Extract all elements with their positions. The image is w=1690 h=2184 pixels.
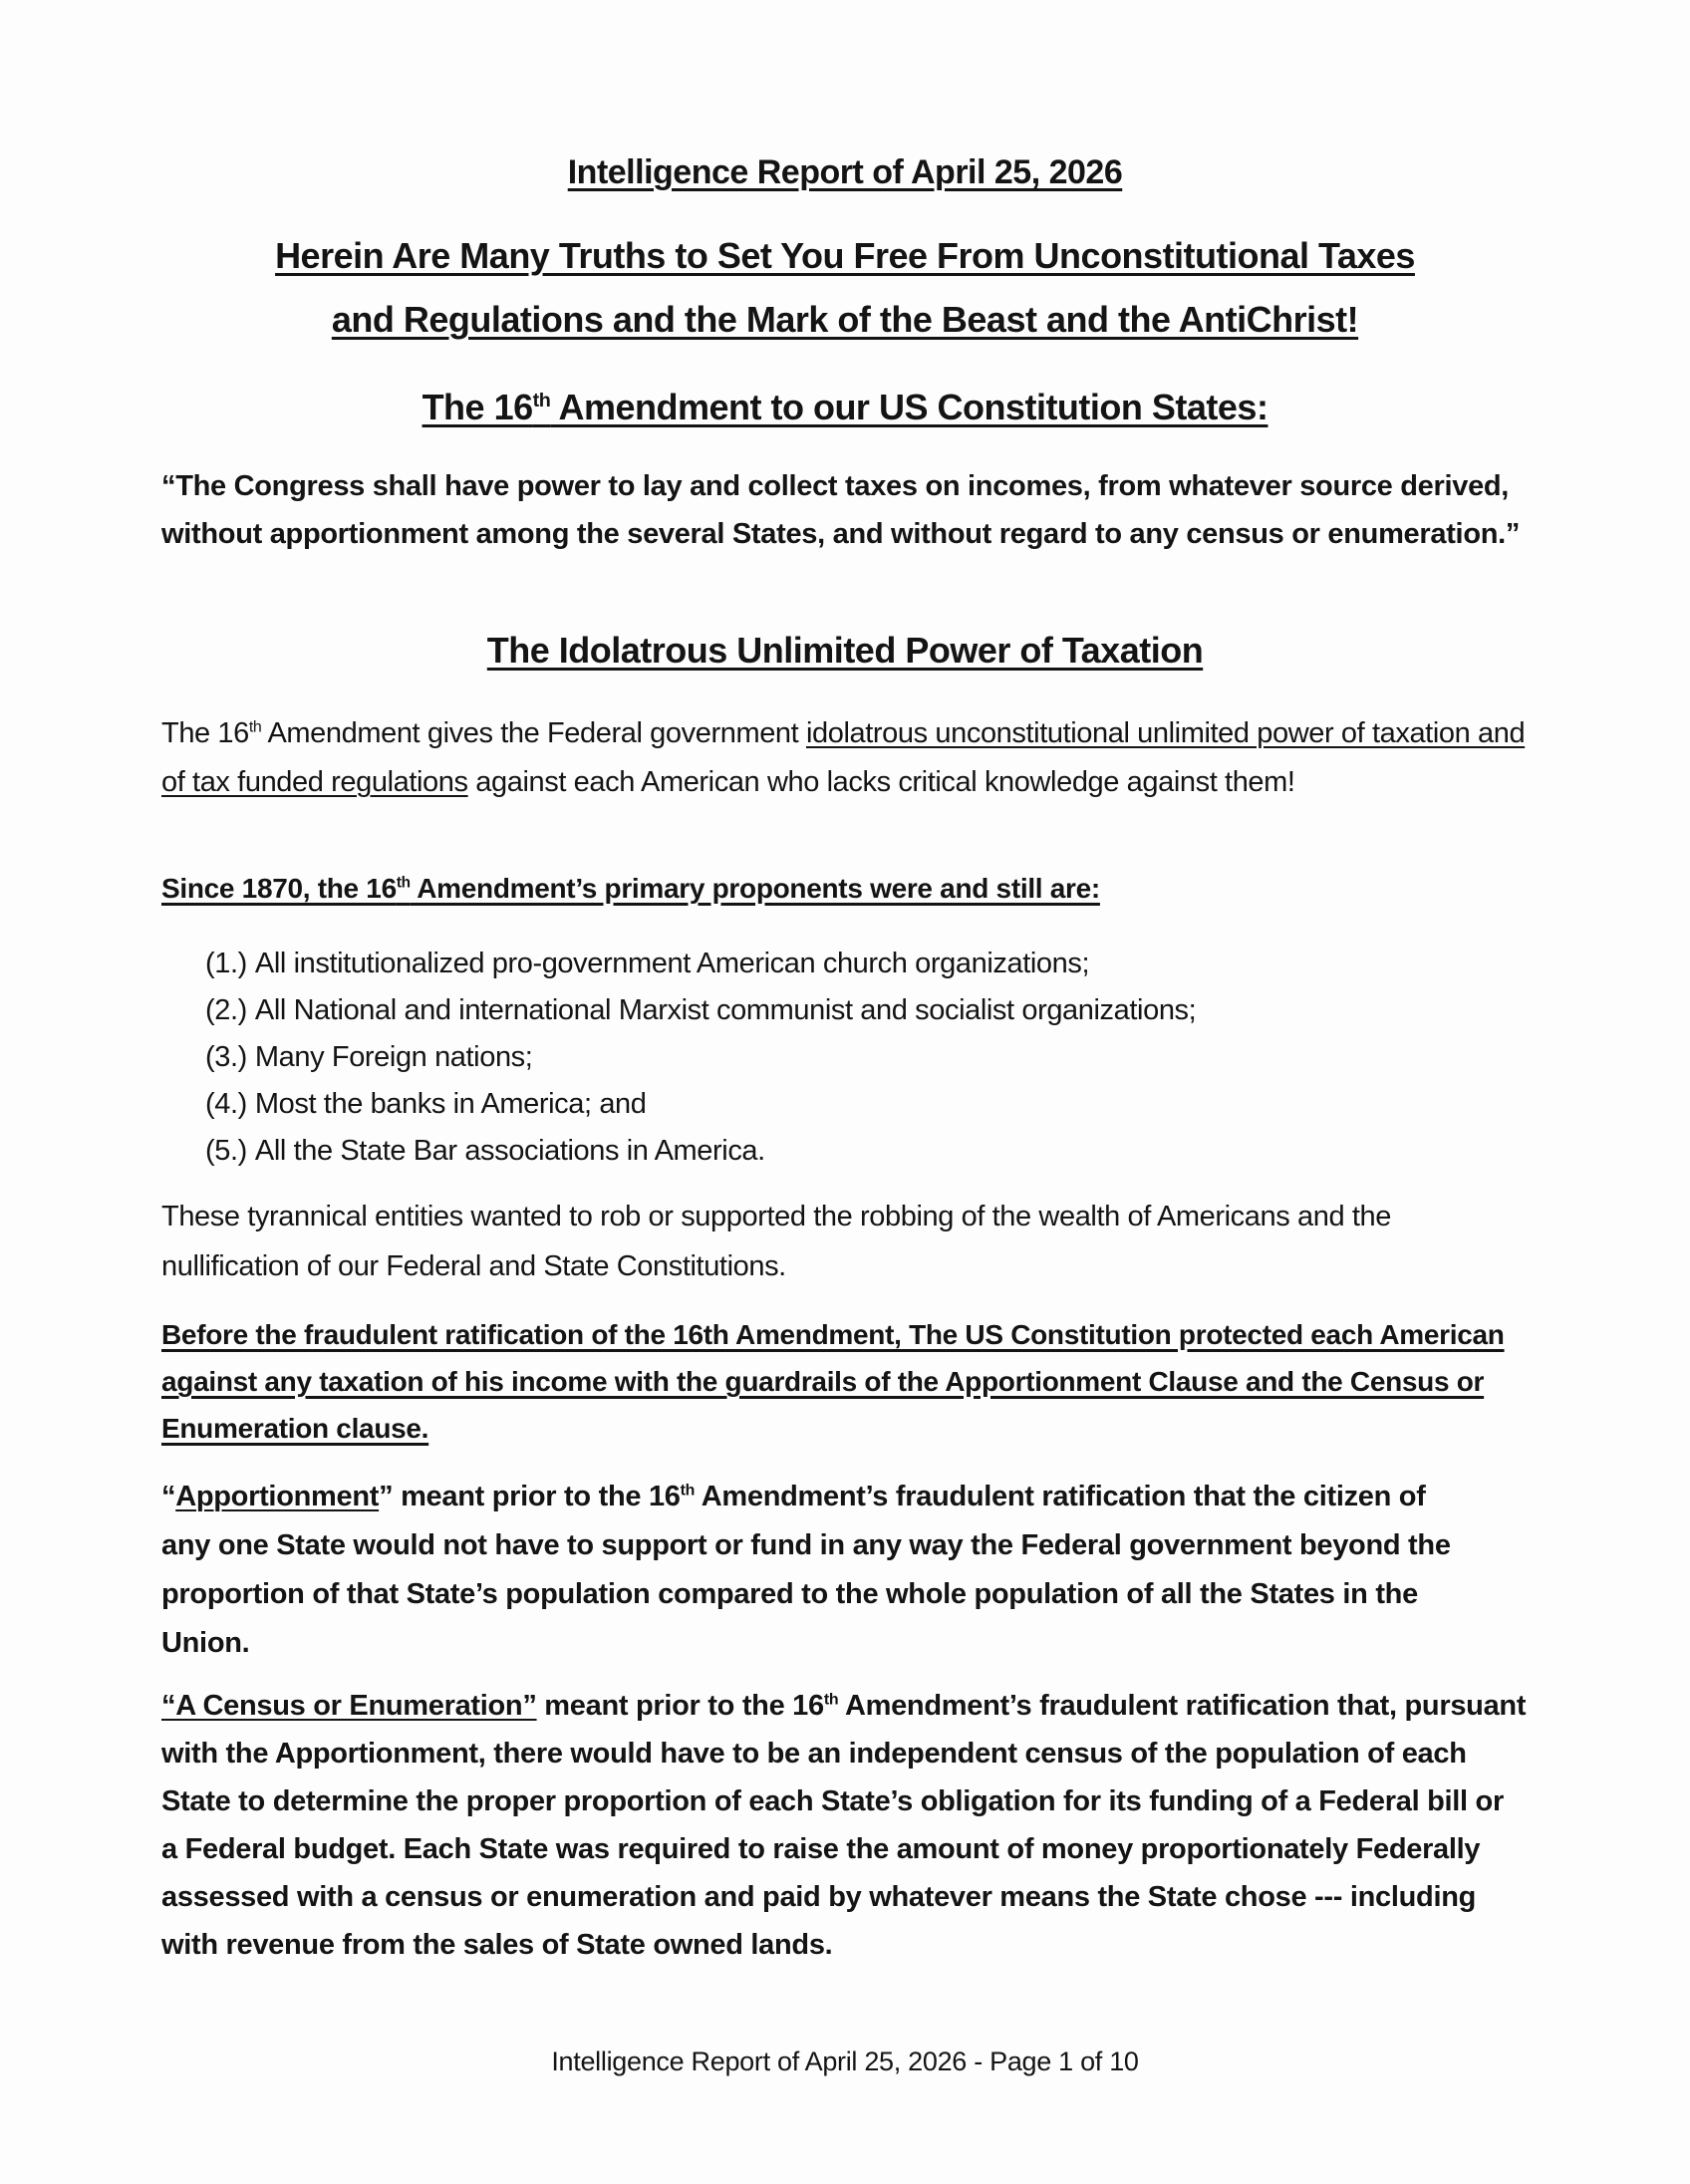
proponents-list <box>205 941 1196 1175</box>
paragraph-census-enumeration <box>161 1682 1527 1969</box>
paragraph-tyrannical-entities: These tyrannical entities wanted to rob or supported the robbing of the wealth of Americans and the nullification of our Federal and State Constitutions. <box>161 1201 1391 1282</box>
list-item <box>205 941 1196 987</box>
report-title: Intelligence Report of April 25, 2026 <box>567 153 1123 191</box>
ordinal-suffix: th <box>248 718 262 736</box>
report-subtitle-line-1: Herein Are Many Truths to Set You Free From Unconstitutional Taxes <box>275 235 1415 276</box>
paragraph-text: Amendment gives the Federal government <box>261 717 806 749</box>
list-item-text: All the State Bar associations in America. <box>254 1135 765 1167</box>
paragraph-before-ratification: Before the fraudulent ratification of the 16th Amendment, The US Constitution protected each American against any taxation of his income with the guardrails of the Apportionment Clause and the Census or Enumeration clause. <box>161 1319 1505 1444</box>
page-footer: Intelligence Report of April 25, 2026 - Page 1 of 10 <box>551 2047 1139 2076</box>
proponents-heading <box>161 873 1527 905</box>
list-item <box>205 1034 1196 1081</box>
amendment-heading <box>0 387 1690 428</box>
paragraph-apportionment <box>161 1473 1457 1668</box>
list-item-text: Most the banks in America; and <box>254 1088 647 1120</box>
list-item-text: All National and international Marxist communist and socialist organizations; <box>254 994 1197 1026</box>
list-number: (2.) <box>205 994 247 1026</box>
paragraph-text: meant prior to the 16 <box>393 1481 681 1512</box>
ordinal-suffix: th <box>532 390 551 411</box>
ordinal-suffix: th <box>396 874 411 892</box>
paragraph-unlimited-power <box>161 709 1527 807</box>
paragraph-text: Amendment’s fraudulent ratification that, pursuant with the Apportionment, there would have to be an independent census of the population of each State to determine the proper proportion of each State’s obligation for its funding of a Federal bill or a Federal budget. Each State was required to raise the amount of money proportionately Federally assessed with a census or enumeration and paid by whatever means the State chose --- including with revenue from the sales of State owned lands. <box>161 1690 1527 1961</box>
ordinal-suffix: th <box>680 1482 696 1500</box>
defined-term: Apportionment <box>175 1481 380 1512</box>
list-number: (5.) <box>205 1135 247 1167</box>
list-number: (1.) <box>205 948 247 979</box>
list-number: (3.) <box>205 1041 247 1073</box>
list-item <box>205 987 1196 1034</box>
paragraph-text: against each American who lacks critical knowledge against them! <box>467 766 1295 798</box>
defined-term: “A Census or Enumeration” <box>161 1690 537 1722</box>
paragraph-text: Amendment’s fraudulent ratification that the citizen of any one State would not have to support or fund in any way the Federal government beyond the proportion of that State’s population compared to the whole population of all the States in the Union. <box>161 1481 1451 1659</box>
paragraph-text: meant prior to the 16 <box>536 1690 824 1722</box>
amendment-heading-text: The 16 <box>422 387 533 427</box>
list-item <box>205 1128 1196 1175</box>
underlined-emphasis: idolatrous unconstitutional unlimited power of taxation and of tax funded regulations <box>161 717 1526 798</box>
quote-mark: “ <box>161 1481 176 1512</box>
proponents-heading-text: Since 1870, the 16 <box>161 873 397 904</box>
paragraph-text: The 16 <box>161 717 249 749</box>
list-item-text: All institutionalized pro-government American church organizations; <box>254 948 1090 979</box>
ordinal-suffix: th <box>823 1691 839 1709</box>
proponents-heading-text: Amendment’s primary proponents were and still are: <box>410 873 1100 904</box>
list-item <box>205 1081 1196 1128</box>
amendment-quote: “The Congress shall have power to lay and collect taxes on incomes, from whatever source derived, without apportionment among the several States, and without regard to any census or enumeration.” <box>161 470 1521 550</box>
list-item-text: Many Foreign nations; <box>254 1041 533 1073</box>
section-heading: The Idolatrous Unlimited Power of Taxation <box>486 630 1204 671</box>
report-subtitle-line-2: and Regulations and the Mark of the Beast and the AntiChrist! <box>331 299 1359 340</box>
list-number: (4.) <box>205 1088 247 1120</box>
amendment-heading-text: Amendment to our US Constitution States: <box>550 387 1268 427</box>
quote-mark: ” <box>379 1481 394 1512</box>
